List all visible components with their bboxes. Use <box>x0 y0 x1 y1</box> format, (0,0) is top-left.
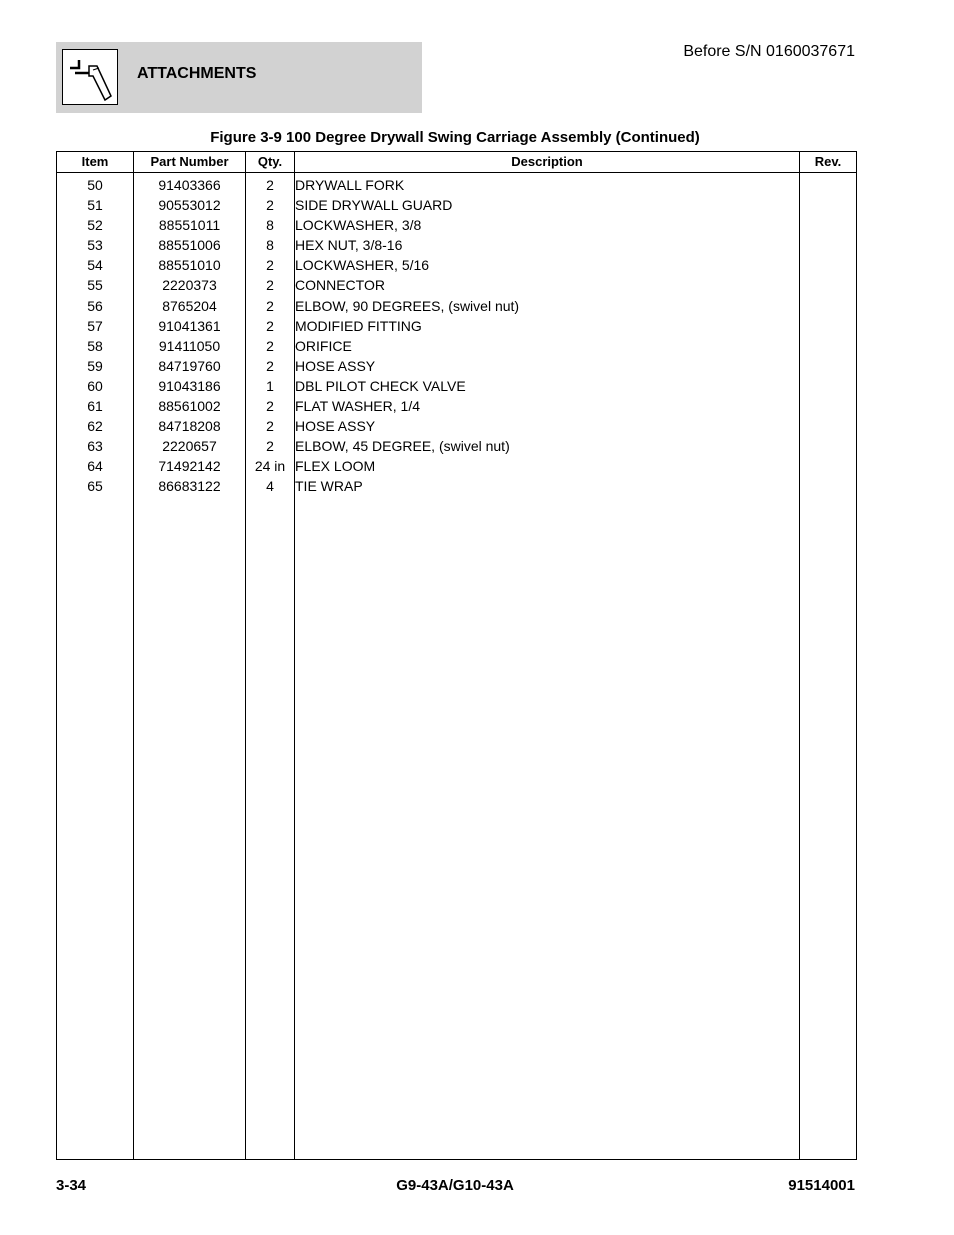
table-row <box>57 296 857 316</box>
parts-table-body <box>57 173 857 1160</box>
cell-item: 65 <box>57 476 134 496</box>
table-row <box>57 356 857 376</box>
cell-part-number: 91041361 <box>134 316 246 336</box>
table-row <box>57 215 857 235</box>
empty-cell <box>246 497 295 1160</box>
cell-part-number: 88551006 <box>134 235 246 255</box>
cell-qty: 2 <box>246 195 295 215</box>
cell-item: 60 <box>57 376 134 396</box>
table-row <box>57 396 857 416</box>
cell-rev <box>800 396 857 416</box>
cell-description: DRYWALL FORK <box>295 173 800 196</box>
empty-cell <box>295 497 800 1160</box>
cell-rev <box>800 436 857 456</box>
cell-rev <box>800 195 857 215</box>
cell-item: 51 <box>57 195 134 215</box>
cell-rev <box>800 215 857 235</box>
cell-part-number: 84718208 <box>134 416 246 436</box>
cell-part-number: 2220373 <box>134 275 246 295</box>
cell-rev <box>800 336 857 356</box>
cell-description: HOSE ASSY <box>295 356 800 376</box>
serial-note: Before S/N 0160037671 <box>683 43 855 60</box>
cell-description: TIE WRAP <box>295 476 800 496</box>
col-header-description: Description <box>295 152 800 173</box>
table-row <box>57 416 857 436</box>
col-header-qty: Qty. <box>246 152 295 173</box>
cell-rev <box>800 275 857 295</box>
cell-part-number: 91043186 <box>134 376 246 396</box>
cell-qty: 8 <box>246 215 295 235</box>
cell-description: HEX NUT, 3/8-16 <box>295 235 800 255</box>
cell-qty: 24 in <box>246 456 295 476</box>
cell-rev <box>800 296 857 316</box>
cell-qty: 4 <box>246 476 295 496</box>
cell-description: CONNECTOR <box>295 275 800 295</box>
table-header-row <box>57 152 857 173</box>
table-filler-row <box>57 497 857 1160</box>
table-row <box>57 195 857 215</box>
cell-description: SIDE DRYWALL GUARD <box>295 195 800 215</box>
cell-qty: 1 <box>246 376 295 396</box>
cell-description: HOSE ASSY <box>295 416 800 436</box>
table-row <box>57 376 857 396</box>
table-row <box>57 275 857 295</box>
cell-part-number: 88551011 <box>134 215 246 235</box>
table-row <box>57 476 857 496</box>
empty-cell <box>134 497 246 1160</box>
empty-cell <box>57 497 134 1160</box>
cell-part-number: 2220657 <box>134 436 246 456</box>
cell-item: 64 <box>57 456 134 476</box>
cell-item: 54 <box>57 255 134 275</box>
model-number: G9-43A/G10-43A <box>396 1177 514 1194</box>
cell-item: 58 <box>57 336 134 356</box>
cell-item: 57 <box>57 316 134 336</box>
cell-description: ELBOW, 90 DEGREES, (swivel nut) <box>295 296 800 316</box>
cell-qty: 2 <box>246 255 295 275</box>
cell-item: 61 <box>57 396 134 416</box>
cell-qty: 2 <box>246 416 295 436</box>
cell-item: 59 <box>57 356 134 376</box>
table-row <box>57 336 857 356</box>
cell-qty: 2 <box>246 275 295 295</box>
cell-qty: 2 <box>246 356 295 376</box>
cell-part-number: 8765204 <box>134 296 246 316</box>
col-header-rev: Rev. <box>800 152 857 173</box>
parts-table <box>56 151 857 1160</box>
cell-qty: 2 <box>246 173 295 196</box>
cell-part-number: 88561002 <box>134 396 246 416</box>
cell-part-number: 86683122 <box>134 476 246 496</box>
cell-rev <box>800 235 857 255</box>
cell-part-number: 71492142 <box>134 456 246 476</box>
cell-rev <box>800 376 857 396</box>
table-row <box>57 316 857 336</box>
cell-rev <box>800 255 857 275</box>
table-row <box>57 436 857 456</box>
cell-description: LOCKWASHER, 5/16 <box>295 255 800 275</box>
cell-rev <box>800 173 857 196</box>
table-row <box>57 235 857 255</box>
cell-item: 52 <box>57 215 134 235</box>
wrench-attachment-icon <box>62 49 118 105</box>
cell-item: 56 <box>57 296 134 316</box>
section-title: ATTACHMENTS <box>137 65 257 82</box>
cell-description: ELBOW, 45 DEGREE, (swivel nut) <box>295 436 800 456</box>
cell-description: MODIFIED FITTING <box>295 316 800 336</box>
cell-rev <box>800 416 857 436</box>
cell-description: FLEX LOOM <box>295 456 800 476</box>
cell-rev <box>800 476 857 496</box>
table-row <box>57 173 857 196</box>
cell-rev <box>800 456 857 476</box>
cell-description: FLAT WASHER, 1/4 <box>295 396 800 416</box>
cell-item: 55 <box>57 275 134 295</box>
table-row <box>57 255 857 275</box>
cell-item: 63 <box>57 436 134 456</box>
col-header-part-number: Part Number <box>134 152 246 173</box>
cell-description: LOCKWASHER, 3/8 <box>295 215 800 235</box>
cell-qty: 2 <box>246 336 295 356</box>
cell-item: 53 <box>57 235 134 255</box>
cell-qty: 2 <box>246 396 295 416</box>
cell-description: DBL PILOT CHECK VALVE <box>295 376 800 396</box>
cell-part-number: 84719760 <box>134 356 246 376</box>
table-row <box>57 456 857 476</box>
cell-part-number: 91411050 <box>134 336 246 356</box>
cell-part-number: 91403366 <box>134 173 246 196</box>
document-number: 91514001 <box>788 1177 855 1194</box>
figure-title: Figure 3-9 100 Degree Drywall Swing Carriage Assembly (Continued) <box>210 129 700 146</box>
cell-item: 50 <box>57 173 134 196</box>
cell-item: 62 <box>57 416 134 436</box>
empty-cell <box>800 497 857 1160</box>
cell-rev <box>800 316 857 336</box>
cell-description: ORIFICE <box>295 336 800 356</box>
cell-rev <box>800 356 857 376</box>
cell-qty: 2 <box>246 436 295 456</box>
cell-qty: 2 <box>246 296 295 316</box>
cell-qty: 2 <box>246 316 295 336</box>
cell-part-number: 88551010 <box>134 255 246 275</box>
cell-part-number: 90553012 <box>134 195 246 215</box>
page-number: 3-34 <box>56 1177 87 1194</box>
cell-qty: 8 <box>246 235 295 255</box>
col-header-item: Item <box>57 152 134 173</box>
